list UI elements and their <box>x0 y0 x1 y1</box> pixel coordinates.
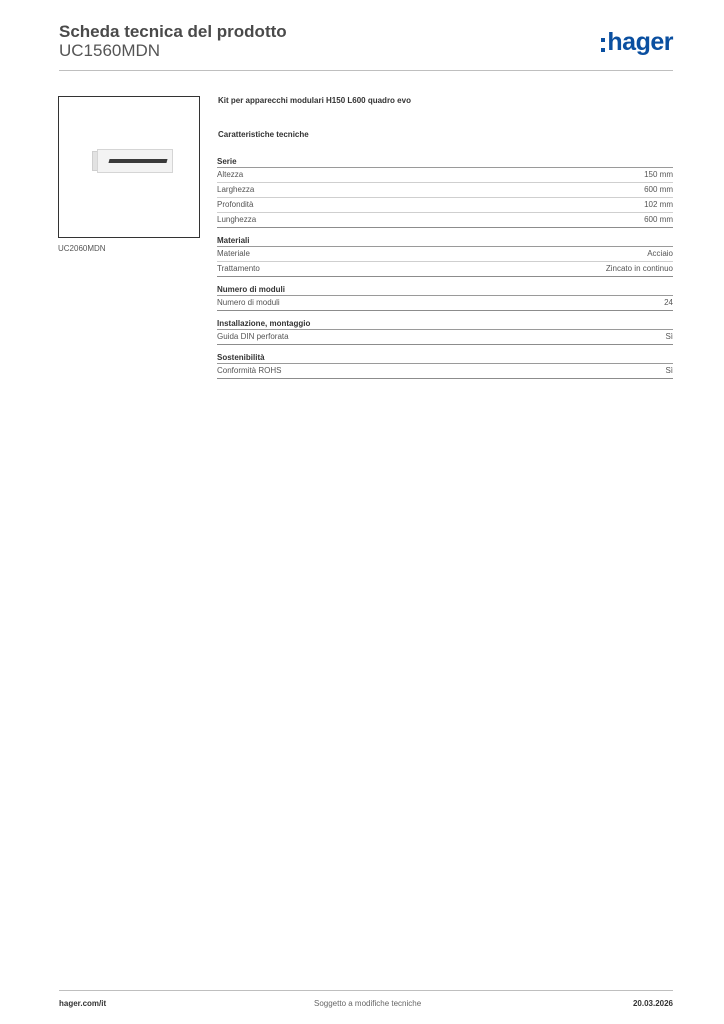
page-footer <box>59 990 673 1008</box>
spec-label: Larghezza <box>217 185 255 194</box>
spec-value: 24 <box>664 298 673 307</box>
spec-group-title: Materiali <box>217 235 673 247</box>
spec-value: 102 mm <box>644 200 673 209</box>
footer-note: Soggetto a modifiche tecniche <box>314 999 422 1008</box>
spec-value: Acciaio <box>647 249 673 258</box>
spec-label: Profondità <box>217 200 254 209</box>
product-code: UC1560MDN <box>59 41 161 60</box>
specs-table <box>217 156 673 386</box>
spec-group-title: Serie <box>217 156 673 168</box>
spec-label: Lunghezza <box>217 215 257 224</box>
spec-group-title: Installazione, montaggio <box>217 318 673 330</box>
hager-logo <box>601 28 673 57</box>
spec-row <box>217 168 673 183</box>
spec-value: Sì <box>665 366 673 375</box>
spec-value: Zincato in continuo <box>605 264 673 273</box>
spec-group <box>217 235 673 277</box>
logo-colon-mark <box>601 38 605 52</box>
spec-group <box>217 156 673 228</box>
spec-row <box>217 198 673 213</box>
spec-group <box>217 352 673 379</box>
spec-row <box>217 247 673 262</box>
spec-row <box>217 330 673 345</box>
product-image-frame <box>58 96 200 238</box>
spec-row <box>217 183 673 198</box>
spec-value: 600 mm <box>644 215 673 224</box>
specs-heading: Caratteristiche tecniche <box>218 130 309 139</box>
spec-group-title: Numero di moduli <box>217 284 673 296</box>
spec-group-title: Sostenibilità <box>217 352 673 364</box>
spec-label: Conformità ROHS <box>217 366 282 375</box>
footer-date: 20.03.2026 <box>632 999 673 1008</box>
spec-value: 150 mm <box>644 170 673 179</box>
spec-row <box>217 296 673 311</box>
spec-label: Altezza <box>217 170 244 179</box>
spec-group <box>217 284 673 311</box>
spec-value: Sì <box>665 332 673 341</box>
spec-label: Numero di moduli <box>217 298 280 307</box>
spec-label: Materiale <box>217 249 250 258</box>
spec-label: Guida DIN perforata <box>217 332 289 341</box>
product-image <box>97 149 173 173</box>
spec-row <box>217 262 673 277</box>
module-slot <box>108 159 167 163</box>
spec-label: Trattamento <box>217 264 260 273</box>
spec-group <box>217 318 673 345</box>
spec-row <box>217 213 673 228</box>
document-title: Scheda tecnica del prodotto <box>59 22 287 41</box>
image-caption: UC2060MDN <box>58 244 106 253</box>
spec-value: 600 mm <box>644 185 673 194</box>
footer-website[interactable]: hager.com/it <box>59 999 107 1008</box>
logo-text: hager <box>607 28 673 56</box>
page-header <box>59 20 673 71</box>
spec-row <box>217 364 673 379</box>
product-description: Kit per apparecchi modulari H150 L600 quadro evo <box>218 96 411 105</box>
